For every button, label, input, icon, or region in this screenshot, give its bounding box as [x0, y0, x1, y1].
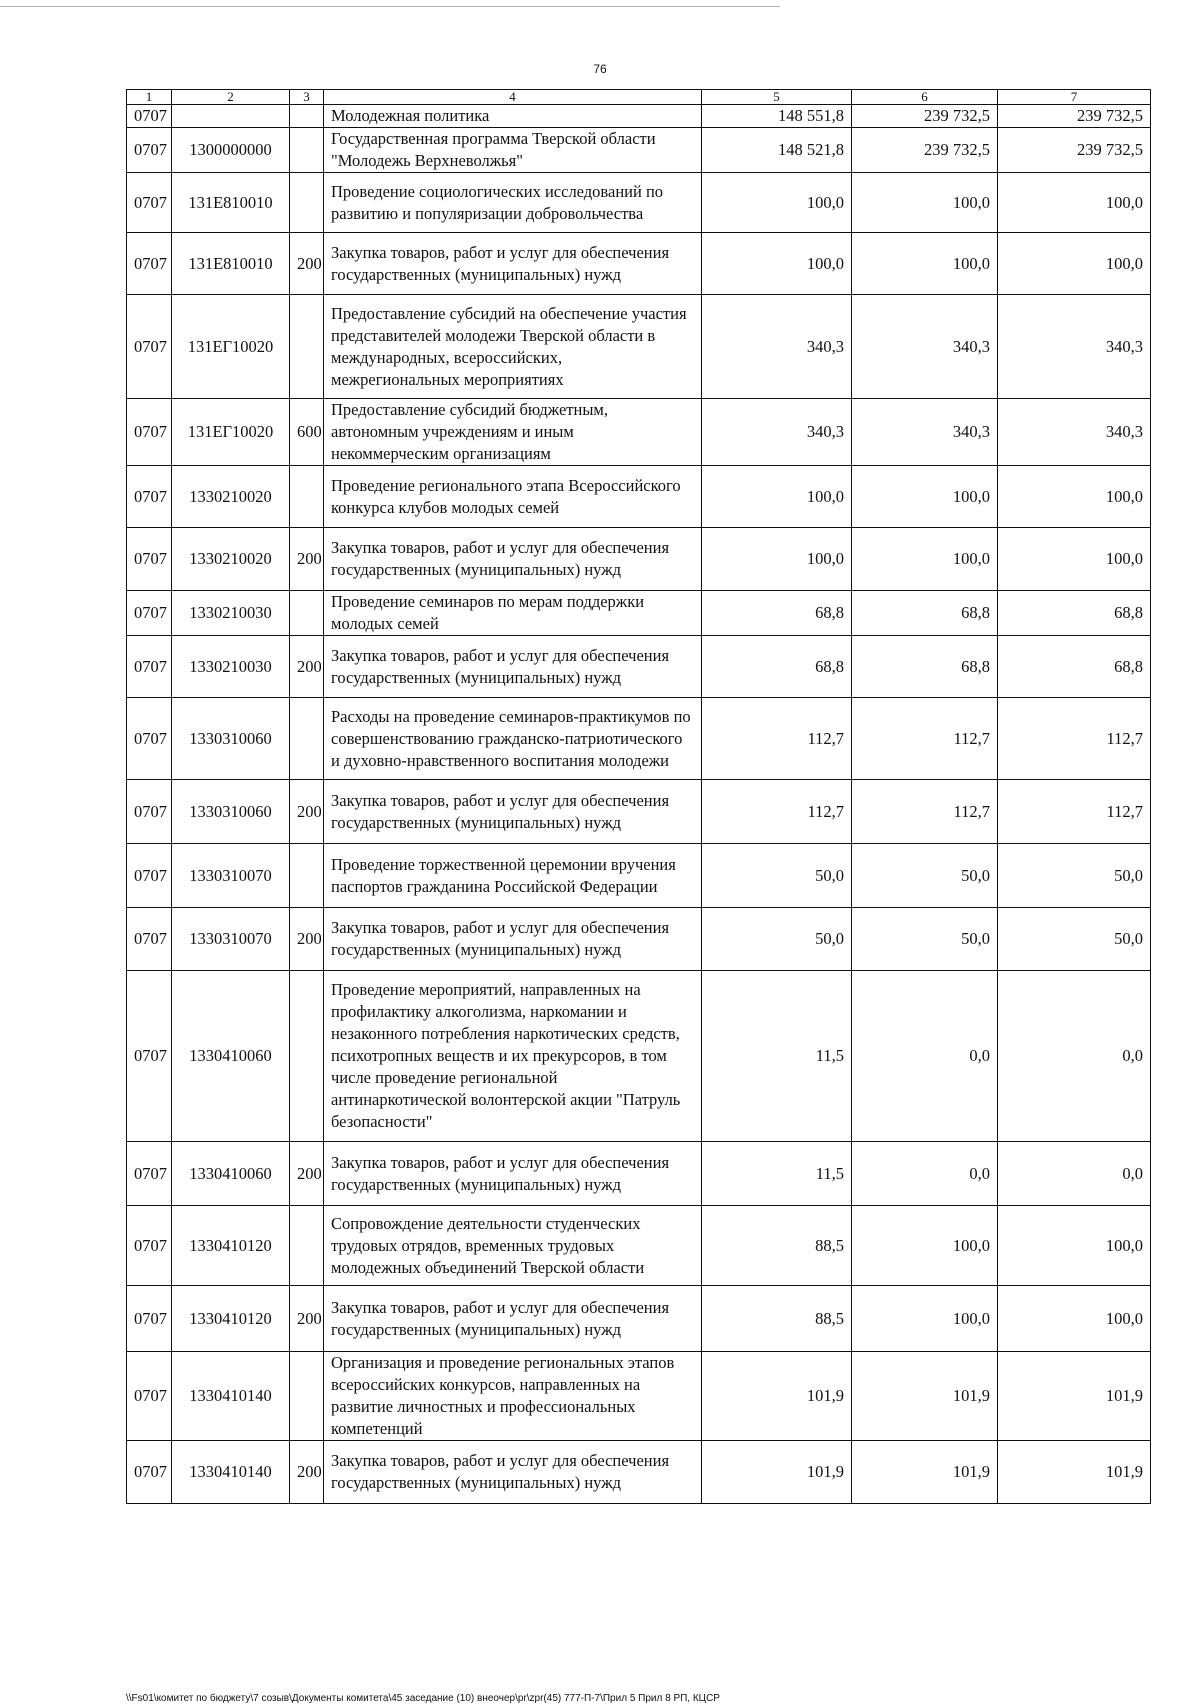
amount-col5-cell: 50,0 [702, 844, 852, 908]
amount-col6-cell: 0,0 [852, 1142, 998, 1206]
budget-table [126, 89, 1151, 1504]
amount-col6-cell: 100,0 [852, 1206, 998, 1286]
amount-col7-cell: 50,0 [998, 908, 1151, 971]
amount-col7-cell: 100,0 [998, 1206, 1151, 1286]
amount-col6-cell: 112,7 [852, 780, 998, 844]
item-name-cell: Предоставление субсидий на обеспечение участия представителей молодежи Тверской области в международных, всероссийских, межрегиональных мероприятиях [324, 295, 702, 399]
column-header: 2 [172, 90, 290, 105]
section-code-cell: 0707 [127, 295, 172, 399]
amount-col6-cell: 340,3 [852, 399, 998, 466]
expense-type-cell: 200 [290, 1441, 324, 1504]
item-name-cell: Расходы на проведение семинаров-практикумов по совершенствованию гражданско-патриотического и духовно-нравственного воспитания молодежи [324, 698, 702, 780]
target-article-cell: 131E810010 [172, 173, 290, 233]
section-code-cell: 0707 [127, 1142, 172, 1206]
target-article-cell: 1330210030 [172, 636, 290, 698]
expense-type-cell: 200 [290, 1142, 324, 1206]
section-code-cell: 0707 [127, 1206, 172, 1286]
expense-type-cell [290, 173, 324, 233]
table-row [127, 295, 1151, 399]
item-name-cell: Молодежная политика [324, 105, 702, 128]
amount-col7-cell: 239 732,5 [998, 105, 1151, 128]
table-row [127, 105, 1151, 128]
amount-col6-cell: 100,0 [852, 528, 998, 591]
expense-type-cell: 200 [290, 528, 324, 591]
page-number: 76 [593, 62, 607, 76]
amount-col6-cell: 101,9 [852, 1352, 998, 1441]
section-code-cell: 0707 [127, 780, 172, 844]
table-row [127, 780, 1151, 844]
table-row [127, 233, 1151, 295]
amount-col6-cell: 68,8 [852, 591, 998, 636]
amount-col6-cell: 100,0 [852, 233, 998, 295]
amount-col5-cell: 100,0 [702, 173, 852, 233]
amount-col7-cell: 68,8 [998, 591, 1151, 636]
target-article-cell: 1330210020 [172, 528, 290, 591]
section-code-cell: 0707 [127, 908, 172, 971]
item-name-cell: Проведение торжественной церемонии вручения паспортов гражданина Российской Федерации [324, 844, 702, 908]
item-name-cell: Закупка товаров, работ и услуг для обеспечения государственных (муниципальных) нужд [324, 1441, 702, 1504]
table-row [127, 1352, 1151, 1441]
column-header: 7 [998, 90, 1151, 105]
amount-col5-cell: 101,9 [702, 1441, 852, 1504]
target-article-cell: 1330210030 [172, 591, 290, 636]
section-code-cell: 0707 [127, 173, 172, 233]
column-header: 1 [127, 90, 172, 105]
item-name-cell: Организация и проведение региональных этапов всероссийских конкурсов, направленных на развитие личностных и профессиональных компетенций [324, 1352, 702, 1441]
amount-col6-cell: 101,9 [852, 1441, 998, 1504]
expense-type-cell: 200 [290, 636, 324, 698]
section-code-cell: 0707 [127, 128, 172, 173]
table-row [127, 173, 1151, 233]
column-header: 4 [324, 90, 702, 105]
item-name-cell: Закупка товаров, работ и услуг для обеспечения государственных (муниципальных) нужд [324, 780, 702, 844]
section-code-cell: 0707 [127, 1441, 172, 1504]
table-body [127, 105, 1151, 1504]
item-name-cell: Государственная программа Тверской области "Молодежь Верхневолжья" [324, 128, 702, 173]
section-code-cell: 0707 [127, 591, 172, 636]
amount-col6-cell: 100,0 [852, 173, 998, 233]
item-name-cell: Закупка товаров, работ и услуг для обеспечения государственных (муниципальных) нужд [324, 233, 702, 295]
target-article-cell: 1330410140 [172, 1352, 290, 1441]
expense-type-cell [290, 971, 324, 1142]
amount-col5-cell: 100,0 [702, 233, 852, 295]
target-article-cell: 1330310070 [172, 908, 290, 971]
target-article-cell: 1330310060 [172, 780, 290, 844]
table-row [127, 844, 1151, 908]
expense-type-cell: 200 [290, 780, 324, 844]
target-article-cell: 1330410140 [172, 1441, 290, 1504]
amount-col6-cell: 239 732,5 [852, 128, 998, 173]
scan-top-rule [0, 6, 780, 7]
amount-col5-cell: 50,0 [702, 908, 852, 971]
table-row [127, 698, 1151, 780]
amount-col7-cell: 68,8 [998, 636, 1151, 698]
table-row [127, 128, 1151, 173]
amount-col5-cell: 340,3 [702, 399, 852, 466]
amount-col6-cell: 112,7 [852, 698, 998, 780]
item-name-cell: Проведение мероприятий, направленных на профилактику алкоголизма, наркомании и незаконного потребления наркотических средств, психотропных веществ и их прекурсоров, в том числе проведение региональной антинаркотической волонтерской акции "Патруль безопасности" [324, 971, 702, 1142]
table-row [127, 1441, 1151, 1504]
amount-col7-cell: 100,0 [998, 233, 1151, 295]
amount-col5-cell: 68,8 [702, 591, 852, 636]
amount-col6-cell: 239 732,5 [852, 105, 998, 128]
expense-type-cell [290, 295, 324, 399]
expense-type-cell: 200 [290, 908, 324, 971]
amount-col6-cell: 100,0 [852, 466, 998, 528]
amount-col5-cell: 68,8 [702, 636, 852, 698]
target-article-cell: 131E810010 [172, 233, 290, 295]
amount-col5-cell: 11,5 [702, 971, 852, 1142]
section-code-cell: 0707 [127, 466, 172, 528]
target-article-cell: 1300000000 [172, 128, 290, 173]
section-code-cell: 0707 [127, 971, 172, 1142]
table-row [127, 1286, 1151, 1352]
expense-type-cell: 200 [290, 1286, 324, 1352]
amount-col6-cell: 50,0 [852, 908, 998, 971]
section-code-cell: 0707 [127, 528, 172, 591]
amount-col7-cell: 100,0 [998, 528, 1151, 591]
table-row [127, 591, 1151, 636]
column-number-row [127, 90, 1151, 105]
amount-col5-cell: 112,7 [702, 780, 852, 844]
section-code-cell: 0707 [127, 105, 172, 128]
amount-col7-cell: 239 732,5 [998, 128, 1151, 173]
expense-type-cell [290, 466, 324, 528]
amount-col5-cell: 100,0 [702, 466, 852, 528]
table-row [127, 399, 1151, 466]
amount-col6-cell: 0,0 [852, 971, 998, 1142]
expense-type-cell [290, 1206, 324, 1286]
amount-col5-cell: 100,0 [702, 528, 852, 591]
amount-col5-cell: 88,5 [702, 1286, 852, 1352]
amount-col7-cell: 50,0 [998, 844, 1151, 908]
expense-type-cell [290, 128, 324, 173]
item-name-cell: Проведение семинаров по мерам поддержки молодых семей [324, 591, 702, 636]
amount-col5-cell: 340,3 [702, 295, 852, 399]
target-article-cell: 1330410120 [172, 1286, 290, 1352]
item-name-cell: Закупка товаров, работ и услуг для обеспечения государственных (муниципальных) нужд [324, 1142, 702, 1206]
expense-type-cell: 200 [290, 233, 324, 295]
target-article-cell: 131ЕГ10020 [172, 399, 290, 466]
target-article-cell: 1330310060 [172, 698, 290, 780]
section-code-cell: 0707 [127, 698, 172, 780]
amount-col7-cell: 101,9 [998, 1441, 1151, 1504]
item-name-cell: Проведение социологических исследований по развитию и популяризации добровольчества [324, 173, 702, 233]
expense-type-cell [290, 591, 324, 636]
table-row [127, 466, 1151, 528]
table-row [127, 528, 1151, 591]
amount-col6-cell: 340,3 [852, 295, 998, 399]
table-row [127, 908, 1151, 971]
item-name-cell: Проведение регионального этапа Всероссийского конкурса клубов молодых семей [324, 466, 702, 528]
amount-col6-cell: 100,0 [852, 1286, 998, 1352]
column-header: 6 [852, 90, 998, 105]
amount-col5-cell: 148 551,8 [702, 105, 852, 128]
column-header: 5 [702, 90, 852, 105]
amount-col7-cell: 340,3 [998, 399, 1151, 466]
target-article-cell: 1330410060 [172, 971, 290, 1142]
table-row [127, 1206, 1151, 1286]
amount-col7-cell: 112,7 [998, 780, 1151, 844]
target-article-cell: 1330310070 [172, 844, 290, 908]
amount-col5-cell: 88,5 [702, 1206, 852, 1286]
item-name-cell: Закупка товаров, работ и услуг для обеспечения государственных (муниципальных) нужд [324, 908, 702, 971]
amount-col7-cell: 0,0 [998, 1142, 1151, 1206]
column-header: 3 [290, 90, 324, 105]
expense-type-cell [290, 105, 324, 128]
section-code-cell: 0707 [127, 233, 172, 295]
amount-col7-cell: 100,0 [998, 466, 1151, 528]
section-code-cell: 0707 [127, 636, 172, 698]
item-name-cell: Закупка товаров, работ и услуг для обеспечения государственных (муниципальных) нужд [324, 1286, 702, 1352]
amount-col7-cell: 101,9 [998, 1352, 1151, 1441]
table-row [127, 1142, 1151, 1206]
section-code-cell: 0707 [127, 399, 172, 466]
table-row [127, 971, 1151, 1142]
amount-col6-cell: 68,8 [852, 636, 998, 698]
amount-col5-cell: 112,7 [702, 698, 852, 780]
section-code-cell: 0707 [127, 1286, 172, 1352]
amount-col7-cell: 340,3 [998, 295, 1151, 399]
expense-type-cell: 600 [290, 399, 324, 466]
section-code-cell: 0707 [127, 1352, 172, 1441]
amount-col5-cell: 101,9 [702, 1352, 852, 1441]
item-name-cell: Закупка товаров, работ и услуг для обеспечения государственных (муниципальных) нужд [324, 636, 702, 698]
amount-col5-cell: 148 521,8 [702, 128, 852, 173]
item-name-cell: Закупка товаров, работ и услуг для обеспечения государственных (муниципальных) нужд [324, 528, 702, 591]
amount-col5-cell: 11,5 [702, 1142, 852, 1206]
amount-col7-cell: 112,7 [998, 698, 1151, 780]
table-row [127, 636, 1151, 698]
item-name-cell: Сопровождение деятельности студенческих трудовых отрядов, временных трудовых молодежных объединений Тверской области [324, 1206, 702, 1286]
target-article-cell: 1330410120 [172, 1206, 290, 1286]
amount-col6-cell: 50,0 [852, 844, 998, 908]
amount-col7-cell: 0,0 [998, 971, 1151, 1142]
amount-col7-cell: 100,0 [998, 173, 1151, 233]
expense-type-cell [290, 844, 324, 908]
expense-type-cell [290, 698, 324, 780]
footer-file-path: \\Fs01\комитет по бюджету\7 созыв\Документы комитета\45 заседание (10) внеочер\pr\zpr(45) 777-П-7\Прил 5 Прил 8 РП, КЦСР [126, 1693, 720, 1704]
target-article-cell: 131ЕГ10020 [172, 295, 290, 399]
expense-type-cell [290, 1352, 324, 1441]
section-code-cell: 0707 [127, 844, 172, 908]
target-article-cell [172, 105, 290, 128]
item-name-cell: Предоставление субсидий бюджетным, автономным учреждениям и иным некоммерческим организациям [324, 399, 702, 466]
target-article-cell: 1330210020 [172, 466, 290, 528]
target-article-cell: 1330410060 [172, 1142, 290, 1206]
amount-col7-cell: 100,0 [998, 1286, 1151, 1352]
